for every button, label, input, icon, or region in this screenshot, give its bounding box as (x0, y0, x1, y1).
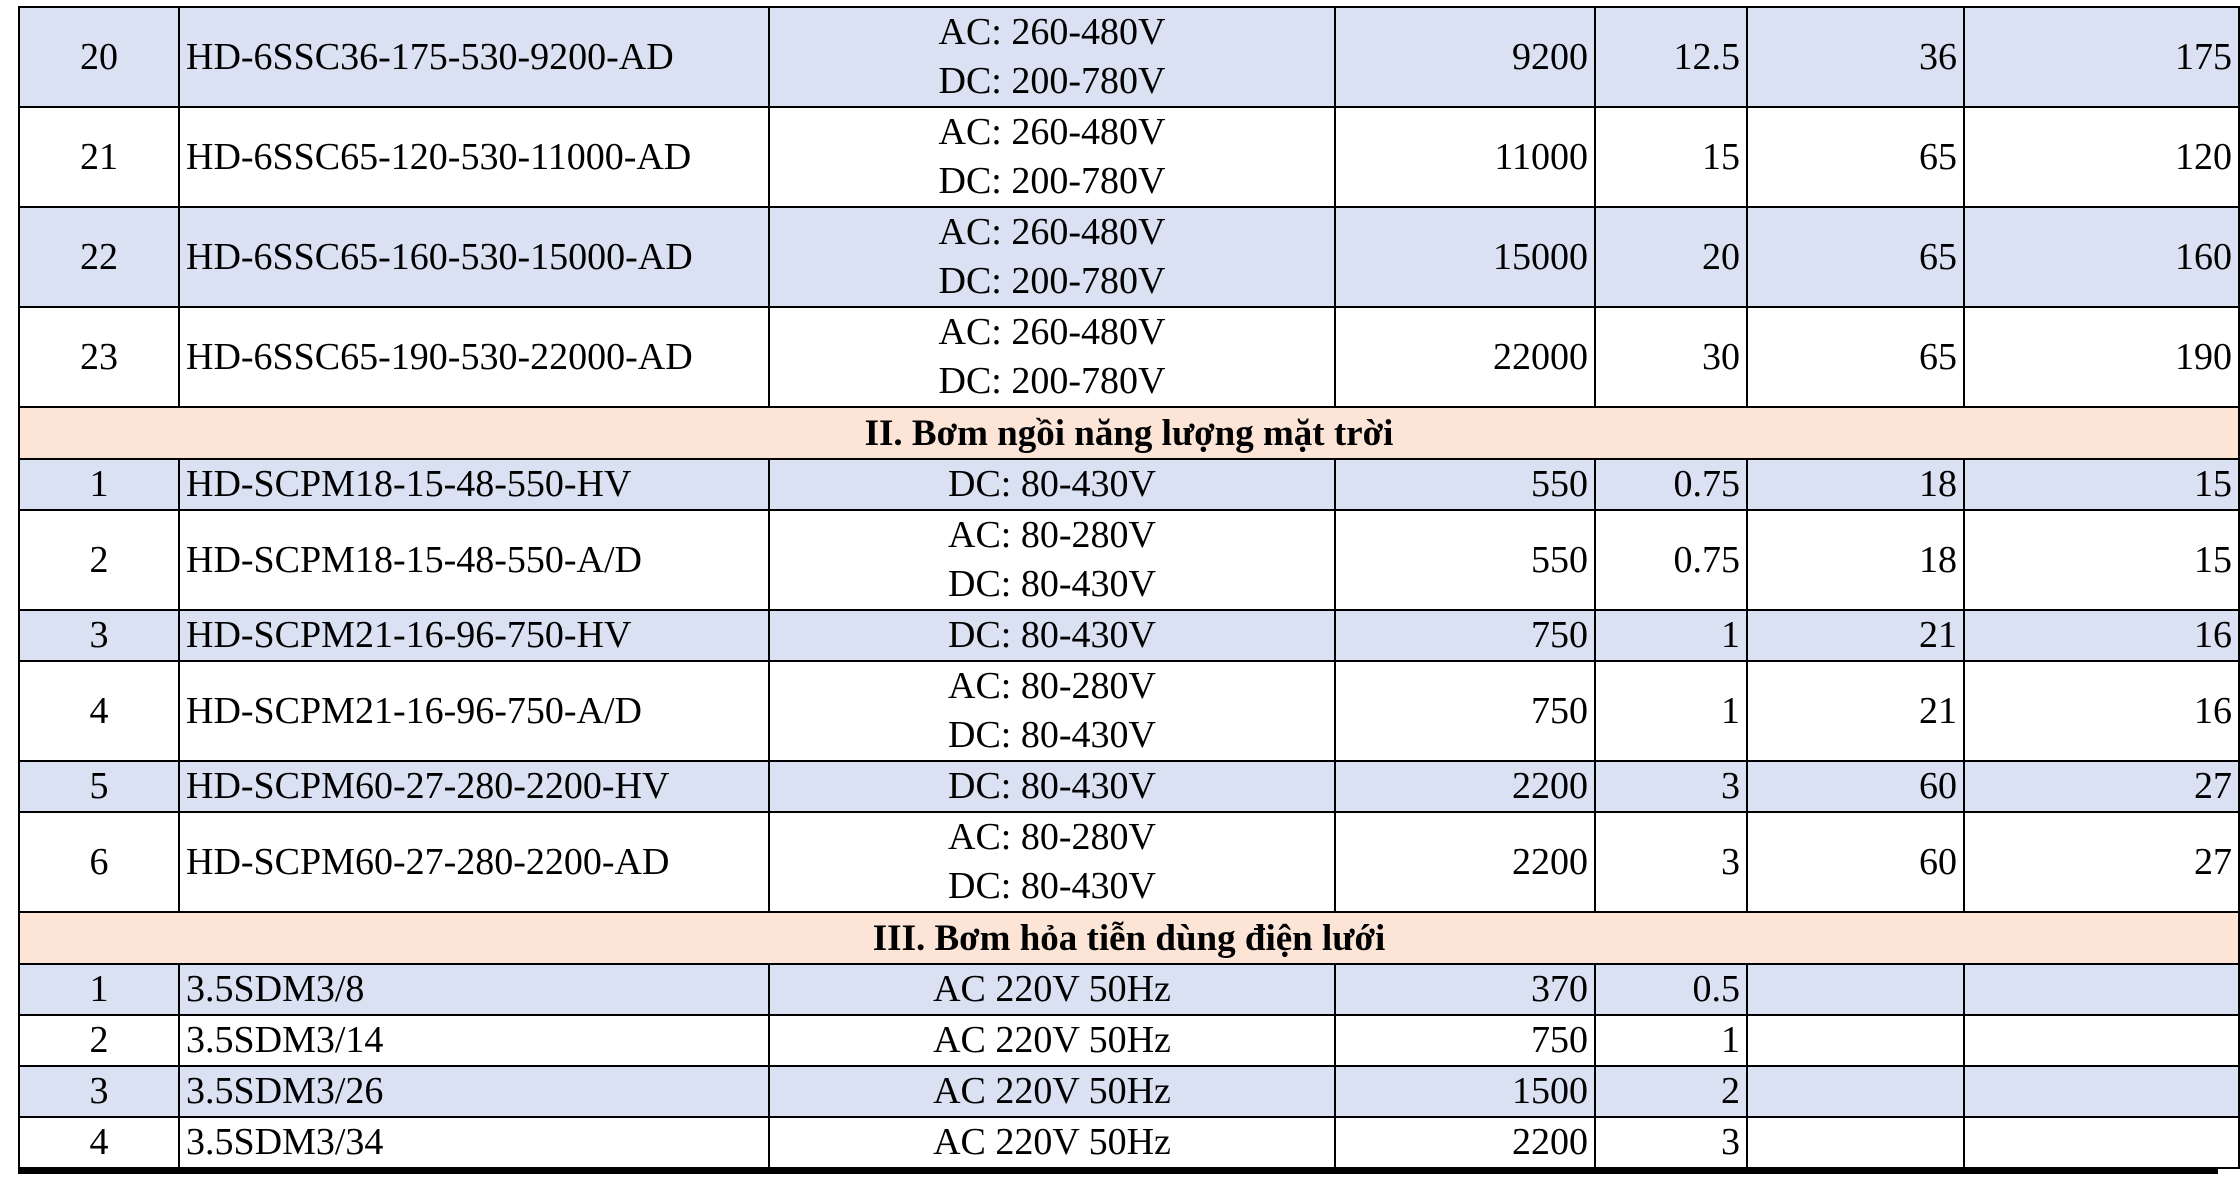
pump-spec-table (18, 6, 2240, 1169)
power-w-cell: 550 (1335, 510, 1595, 610)
table-row (19, 610, 2239, 661)
max-head-cell (1964, 1117, 2239, 1168)
max-head-cell: 27 (1964, 812, 2239, 912)
voltage-line: AC: 260-480V (938, 111, 1166, 153)
table-row (19, 107, 2239, 207)
power-w-cell: 15000 (1335, 207, 1595, 307)
voltage-cell (769, 812, 1335, 912)
voltage-line: DC: 80-430V (948, 463, 1156, 505)
section-title: II. Bơm ngồi năng lượng mặt trời (19, 407, 2239, 459)
model-code-cell: HD-6SSC65-120-530-11000-AD (179, 107, 769, 207)
table-bottom-border (18, 1169, 2218, 1174)
max-flow-cell (1747, 1117, 1964, 1168)
power-hp-cell: 3 (1595, 812, 1747, 912)
model-code-cell: HD-SCPM60-27-280-2200-HV (179, 761, 769, 812)
max-flow-cell (1747, 1015, 1964, 1066)
power-w-cell: 750 (1335, 610, 1595, 661)
section-title: III. Bơm hỏa tiễn dùng điện lưới (19, 912, 2239, 964)
model-code-cell: HD-SCPM21-16-96-750-HV (179, 610, 769, 661)
voltage-line: DC: 80-430V (948, 714, 1156, 756)
power-hp-cell: 15 (1595, 107, 1747, 207)
voltage-cell (769, 510, 1335, 610)
table-row (19, 1117, 2239, 1168)
voltage-line: AC: 260-480V (938, 311, 1166, 353)
model-code-cell: HD-SCPM18-15-48-550-HV (179, 459, 769, 510)
row-index-cell: 3 (19, 610, 179, 661)
row-index-cell: 5 (19, 761, 179, 812)
model-code-cell: HD-SCPM18-15-48-550-A/D (179, 510, 769, 610)
voltage-line: AC 220V 50Hz (933, 1070, 1171, 1112)
model-code-cell: HD-SCPM60-27-280-2200-AD (179, 812, 769, 912)
max-flow-cell (1747, 1066, 1964, 1117)
table-row (19, 7, 2239, 107)
max-flow-cell: 21 (1747, 610, 1964, 661)
voltage-line: DC: 80-430V (948, 865, 1156, 907)
voltage-line: AC: 80-280V (948, 514, 1156, 556)
power-w-cell: 2200 (1335, 761, 1595, 812)
voltage-cell (769, 107, 1335, 207)
voltage-line: DC: 80-430V (948, 563, 1156, 605)
table-row (19, 661, 2239, 761)
max-flow-cell: 60 (1747, 761, 1964, 812)
power-w-cell: 750 (1335, 1015, 1595, 1066)
power-hp-cell: 1 (1595, 661, 1747, 761)
max-head-cell: 15 (1964, 510, 2239, 610)
power-hp-cell: 30 (1595, 307, 1747, 407)
voltage-line: AC: 260-480V (938, 11, 1166, 53)
power-hp-cell: 0.75 (1595, 459, 1747, 510)
power-w-cell: 22000 (1335, 307, 1595, 407)
row-index-cell: 21 (19, 107, 179, 207)
power-hp-cell: 2 (1595, 1066, 1747, 1117)
section-header-row (19, 912, 2239, 964)
row-index-cell: 1 (19, 964, 179, 1015)
max-flow-cell: 36 (1747, 7, 1964, 107)
max-flow-cell: 65 (1747, 207, 1964, 307)
row-index-cell: 23 (19, 307, 179, 407)
voltage-line: DC: 80-430V (948, 614, 1156, 656)
row-index-cell: 2 (19, 1015, 179, 1066)
power-w-cell: 750 (1335, 661, 1595, 761)
voltage-cell (769, 307, 1335, 407)
table-row (19, 812, 2239, 912)
model-code-cell: HD-6SSC65-160-530-15000-AD (179, 207, 769, 307)
voltage-cell (769, 761, 1335, 812)
model-code-cell: 3.5SDM3/8 (179, 964, 769, 1015)
power-hp-cell: 3 (1595, 1117, 1747, 1168)
max-head-cell: 16 (1964, 610, 2239, 661)
power-w-cell: 370 (1335, 964, 1595, 1015)
table-row (19, 1066, 2239, 1117)
model-code-cell: HD-6SSC65-190-530-22000-AD (179, 307, 769, 407)
voltage-cell (769, 207, 1335, 307)
max-head-cell: 120 (1964, 107, 2239, 207)
max-flow-cell (1747, 964, 1964, 1015)
power-w-cell: 9200 (1335, 7, 1595, 107)
row-index-cell: 4 (19, 1117, 179, 1168)
voltage-line: AC: 80-280V (948, 665, 1156, 707)
power-hp-cell: 20 (1595, 207, 1747, 307)
model-code-cell: 3.5SDM3/14 (179, 1015, 769, 1066)
table-row (19, 510, 2239, 610)
power-hp-cell: 0.5 (1595, 964, 1747, 1015)
voltage-line: DC: 200-780V (938, 260, 1166, 302)
max-head-cell: 190 (1964, 307, 2239, 407)
power-hp-cell: 0.75 (1595, 510, 1747, 610)
max-flow-cell: 18 (1747, 459, 1964, 510)
voltage-cell (769, 7, 1335, 107)
max-head-cell (1964, 1066, 2239, 1117)
power-hp-cell: 1 (1595, 610, 1747, 661)
row-index-cell: 3 (19, 1066, 179, 1117)
row-index-cell: 4 (19, 661, 179, 761)
power-w-cell: 550 (1335, 459, 1595, 510)
table-row (19, 1015, 2239, 1066)
power-w-cell: 2200 (1335, 812, 1595, 912)
row-index-cell: 1 (19, 459, 179, 510)
voltage-line: AC: 80-280V (948, 816, 1156, 858)
model-code-cell: 3.5SDM3/34 (179, 1117, 769, 1168)
power-hp-cell: 1 (1595, 1015, 1747, 1066)
power-w-cell: 1500 (1335, 1066, 1595, 1117)
max-head-cell (1964, 1015, 2239, 1066)
max-flow-cell: 65 (1747, 307, 1964, 407)
voltage-cell (769, 610, 1335, 661)
voltage-cell (769, 964, 1335, 1015)
max-head-cell: 175 (1964, 7, 2239, 107)
voltage-line: DC: 200-780V (938, 360, 1166, 402)
voltage-line: AC 220V 50Hz (933, 968, 1171, 1010)
row-index-cell: 20 (19, 7, 179, 107)
table-row (19, 459, 2239, 510)
voltage-cell (769, 1015, 1335, 1066)
max-flow-cell: 21 (1747, 661, 1964, 761)
row-index-cell: 2 (19, 510, 179, 610)
voltage-cell (769, 459, 1335, 510)
model-code-cell: HD-6SSC36-175-530-9200-AD (179, 7, 769, 107)
max-head-cell (1964, 964, 2239, 1015)
voltage-line: AC 220V 50Hz (933, 1019, 1171, 1061)
max-head-cell: 15 (1964, 459, 2239, 510)
voltage-cell (769, 1117, 1335, 1168)
table-row (19, 207, 2239, 307)
voltage-line: DC: 200-780V (938, 160, 1166, 202)
section-header-row (19, 407, 2239, 459)
max-flow-cell: 65 (1747, 107, 1964, 207)
max-head-cell: 16 (1964, 661, 2239, 761)
voltage-line: DC: 80-430V (948, 765, 1156, 807)
table-row (19, 964, 2239, 1015)
table-row (19, 307, 2239, 407)
power-hp-cell: 12.5 (1595, 7, 1747, 107)
power-w-cell: 2200 (1335, 1117, 1595, 1168)
voltage-cell (769, 1066, 1335, 1117)
max-head-cell: 27 (1964, 761, 2239, 812)
voltage-line: AC: 260-480V (938, 211, 1166, 253)
row-index-cell: 6 (19, 812, 179, 912)
max-flow-cell: 60 (1747, 812, 1964, 912)
voltage-line: DC: 200-780V (938, 60, 1166, 102)
model-code-cell: 3.5SDM3/26 (179, 1066, 769, 1117)
model-code-cell: HD-SCPM21-16-96-750-A/D (179, 661, 769, 761)
row-index-cell: 22 (19, 207, 179, 307)
table-row (19, 761, 2239, 812)
max-flow-cell: 18 (1747, 510, 1964, 610)
power-hp-cell: 3 (1595, 761, 1747, 812)
max-head-cell: 160 (1964, 207, 2239, 307)
power-w-cell: 11000 (1335, 107, 1595, 207)
voltage-cell (769, 661, 1335, 761)
voltage-line: AC 220V 50Hz (933, 1121, 1171, 1163)
